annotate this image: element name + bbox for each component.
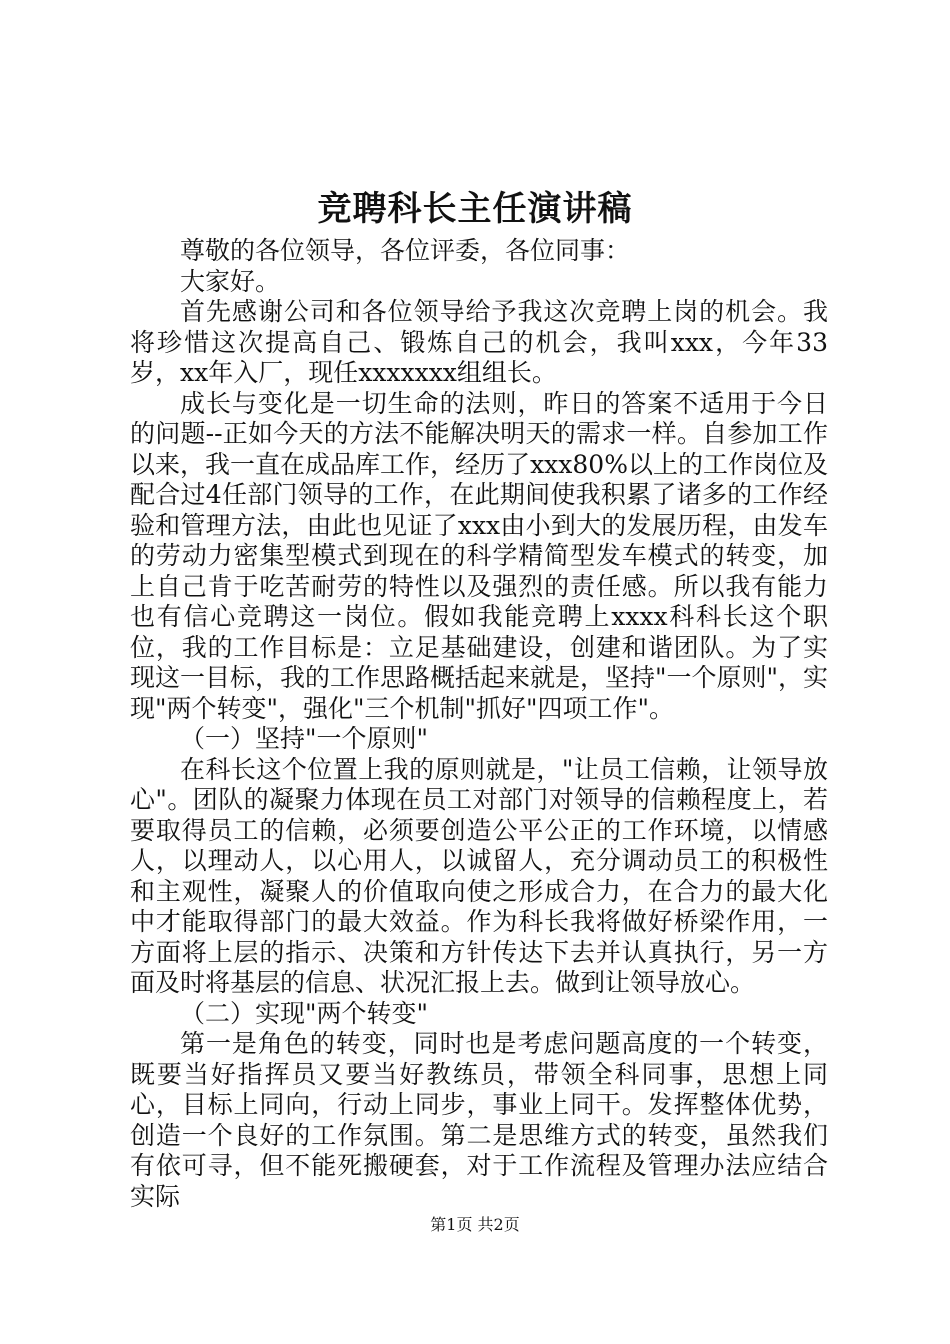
transformation-paragraph: 第一是角色的转变，同时也是考虑问题高度的一个转变，既要当好指挥员又要当好教练员，带领全科同事，思想上同心，目标上同向，行动上同步，事业上同干。发挥整体优势，创造一个良好的工作氛围。第二是思维方式的转变，虽然我们有依可寻，但不能死搬硬套，对于工作流程及管理办法应结合实际 bbox=[130, 1029, 828, 1211]
section-heading-one: （一）坚持"一个原则" bbox=[180, 724, 428, 753]
page-footer: 第1页 共2页 bbox=[430, 1215, 520, 1234]
document-body bbox=[130, 236, 828, 1212]
background-paragraph: 成长与变化是一切生命的法则，昨日的答案不适用于今日的问题--正如今天的方法不能解决明天的需求一样。自参加工作以来，我一直在成品库工作，经历了xxx80%以上的工作岗位及配合过4任部门领导的工作，在此期间使我积累了诸多的工作经验和管理方法，由此也见证了xxx由小到大的发展历程，由发车的劳动力密集型模式到现在的科学精简型发车模式的转变，加上自己肯于吃苦耐劳的特性以及强烈的责任感。所以我有能力也有信心竞聘这一岗位。假如我能竞聘上xxxx科科长这个职位，我的工作目标是：立足基础建设，创建和谐团队。为了实现这一目标，我的工作思路概括起来就是，坚持"一个原则"，实现"两个转变"，强化"三个机制"抓好"四项工作"。 bbox=[130, 388, 829, 723]
intro-paragraph: 首先感谢公司和各位领导给予我这次竞聘上岗的机会。我将珍惜这次提高自己、锻炼自己的机会，我叫xxx，今年33岁，xx年入厂，现任xxxxxxx组组长。 bbox=[130, 297, 828, 387]
principle-paragraph: 在科长这个位置上我的原则就是，"让员工信赖，让领导放心"。团队的凝聚力体现在员工对部门对领导的信赖程度上，若要取得员工的信赖，必须要创造公平公正的工作环境，以情感人，以理动人，以心用人，以诚留人，充分调动员工的积极性和主观性，凝聚人的价值取向使之形成合力，在合力的最大化中才能取得部门的最大效益。作为科长我将做好桥梁作用，一方面将上层的指示、决策和方针传达下去并认真执行，另一方面及时将基层的信息、状况汇报上去。做到让领导放心。 bbox=[130, 754, 828, 997]
greeting-paragraph: 大家好。 bbox=[180, 266, 281, 296]
salutation-paragraph: 尊敬的各位领导，各位评委，各位同事： bbox=[180, 236, 631, 265]
document-title: 竞聘科长主任演讲稿 bbox=[317, 189, 633, 229]
section-heading-two: （二）实现"两个转变" bbox=[180, 998, 428, 1028]
